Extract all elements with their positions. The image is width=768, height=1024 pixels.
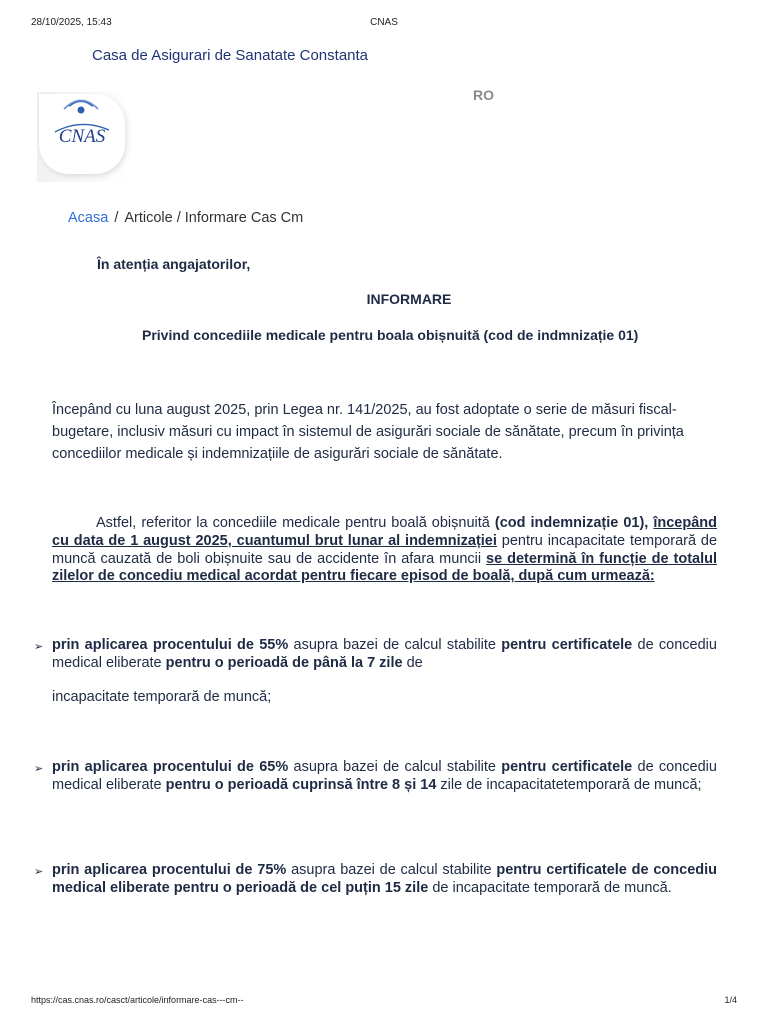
bullet-55-certificates: pentru certificatele	[501, 637, 633, 653]
bullet-75-percent: prin aplicarea procentului de 75%	[52, 862, 287, 878]
bullet-arrow-icon: ➢	[34, 763, 44, 775]
bullet-55-text-2: de concediu medical eliberate	[52, 637, 717, 671]
bullet-75-text-1: asupra bazei de calcul stabilite	[286, 862, 497, 878]
site-name[interactable]: Casa de Asigurari de Sanatate Constanta	[92, 47, 369, 64]
details-code: (cod indemnizație 01),	[494, 515, 649, 531]
print-datetime: 28/10/2025, 15:43	[31, 17, 112, 28]
details-start-date: începând cu data de 1 august 2025	[52, 515, 718, 549]
bullet-65-text-1: asupra bazei de calcul stabilite	[288, 759, 502, 775]
cnas-logo[interactable]	[37, 92, 137, 182]
details-rule: se determină în funcție de totalul zilelor de concediu medical acordat pentru fiecare episod de boală, după cum urmează:	[52, 550, 717, 585]
logo-card	[39, 94, 125, 174]
print-url: https://cas.cnas.ro/casct/articole/informare-cas---cm--	[31, 995, 244, 1005]
breadcrumb	[68, 210, 303, 226]
page-title: INFORMARE	[366, 291, 452, 307]
bullet-65-percent: prin aplicarea procentului de 65%	[52, 759, 289, 775]
language-switch[interactable]: RO	[473, 87, 494, 103]
greeting: În atenția angajatorilor,	[97, 256, 251, 272]
print-page-number: 1/4	[724, 995, 737, 1005]
bullet-55-period: pentru o perioadă de până la 7 zile	[165, 654, 403, 671]
details-paragraph	[52, 515, 717, 586]
details-text-1: Astfel, referitor la concediile medicale pentru boală obișnuită	[96, 515, 495, 531]
bullet-75-text-2: de incapacitate temporară de muncă.	[428, 879, 672, 896]
page-subtitle: Privind concediile medicale pentru boala obișnuită (cod de indmnizație 01)	[142, 327, 639, 343]
breadcrumb-separator: /	[114, 210, 119, 226]
bullet-item-75	[52, 862, 717, 898]
breadcrumb-home-link[interactable]: Acasa	[68, 210, 109, 226]
bullet-arrow-icon: ➢	[34, 641, 44, 653]
breadcrumb-current: Articole / Informare Cas Cm	[124, 210, 304, 226]
bullet-arrow-icon: ➢	[34, 866, 44, 878]
bullet-65-text-3: zile de incapacitatetemporară de muncă;	[436, 776, 702, 793]
details-text-2: pentru incapacitate temporară de muncă cauzată de boli obișnuite sau de accidente în afara muncii	[52, 532, 718, 567]
bullet-item-65	[52, 759, 717, 795]
bullet-item-55	[52, 637, 717, 673]
bullet-55-text-3: de	[402, 654, 423, 671]
logo-emblem-icon	[39, 94, 125, 174]
logo-text: CNAS	[58, 126, 106, 147]
bullet-65-text-2: de concediu medical eliberate	[52, 759, 717, 793]
bullet-55-text-1: asupra bazei de calcul stabilite	[288, 637, 502, 653]
bullet-75-certificates: pentru certificatele de concediu medical eliberate pentru o perioadă de cel puțin 15 zile	[52, 862, 718, 896]
bullet-65-certificates: pentru certificatele	[501, 759, 633, 775]
intro-paragraph: Începând cu luna august 2025, prin Legea nr. 141/2025, au fost adoptate o serie de măsuri fiscal-bugetare, inclusiv măsuri cu impact în sistemul de asigurări sociale de sănătate, precum în privința concediilor medicale și indemnizațiile de asigurări sociale de sănătate.	[52, 402, 684, 462]
print-doc-title: CNAS	[370, 17, 398, 28]
bullet-55-continuation: incapacitate temporară de muncă;	[52, 689, 272, 705]
bullet-55-percent: prin aplicarea procentului de 55%	[52, 637, 289, 653]
bullet-65-period: pentru o perioadă cuprinsă între 8 și 14	[165, 776, 437, 793]
details-amount: , cuantumul brut lunar al indemnizației	[227, 532, 497, 549]
